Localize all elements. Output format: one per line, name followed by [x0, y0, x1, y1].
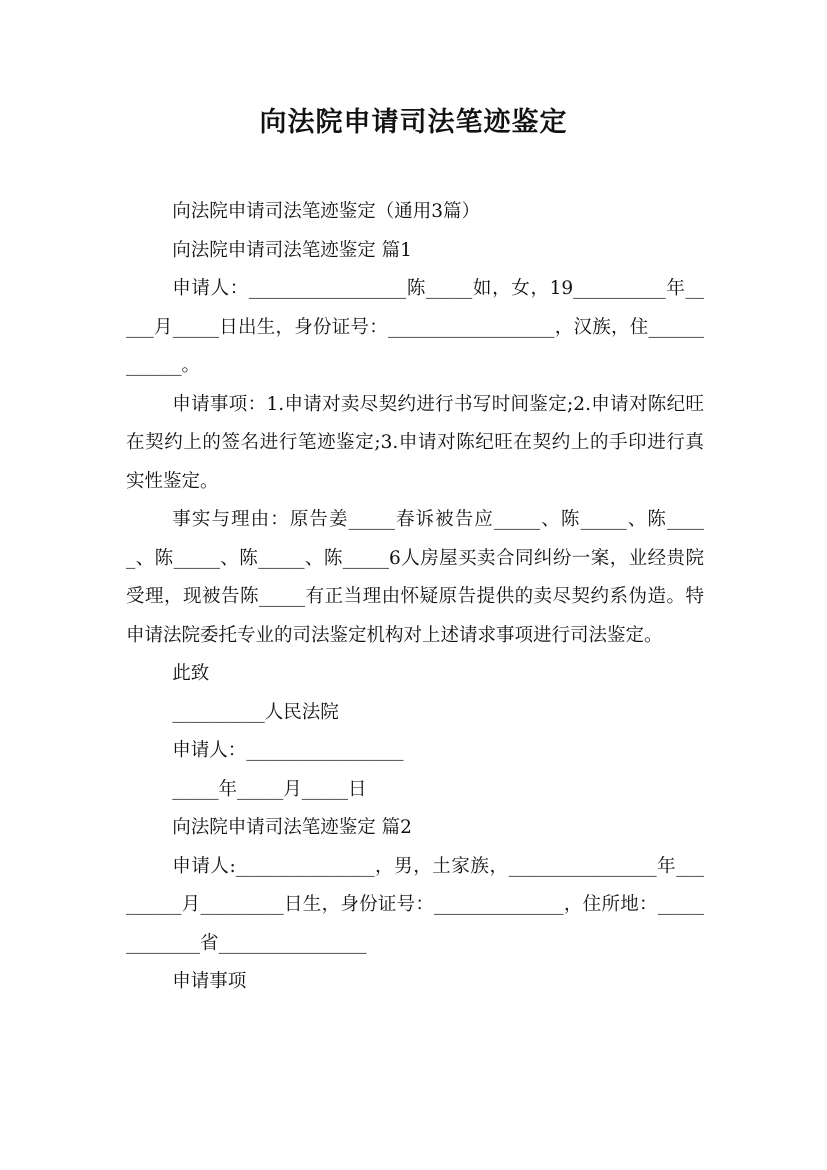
applicant-signature-line: 申请人：_________________ — [172, 740, 404, 761]
court-name-line: __________人民法院 — [172, 701, 339, 723]
document-subtitle: 向法院申请司法笔迹鉴定（通用3篇） — [172, 201, 481, 222]
facts-reasons-paragraph: 事实与理由：原告姜_____春诉被告应_____、陈_____、陈_____、陈_____、陈_____、陈_____6人房屋买卖合同纠纷一案，业经贵院受理，现被告陈_____有正当理由怀疑原告提供的卖尽契约系伪造。特申请法院委托专业的司法鉴定机构对上述请求事项进行司法鉴定。 — [126, 509, 704, 646]
salutation: 此致 — [172, 663, 210, 684]
document-title: 向法院申请司法笔迹鉴定 — [259, 107, 568, 138]
application-items-paragraph: 申请事项：1.申请对卖尽契约进行书写时间鉴定;2.申请对陈纪旺在契约上的签名进行笔迹鉴定;3.申请对陈纪旺在契约上的手印进行真实性鉴定。 — [126, 393, 704, 492]
applicant-info-paragraph-2: 申请人:_______________，男，土家族，________________年_________月_________日生，身份证号：______________，住所地：_____________省________________ — [126, 855, 704, 954]
document-body — [126, 193, 704, 1002]
application-items-heading-2: 申请事项 — [172, 971, 247, 992]
applicant-info-paragraph: 申请人：_________________陈_____如，女，19__________年_____月_____日出生，身份证号：__________________，汉族，住____________。 — [126, 278, 704, 376]
section-heading-1: 向法院申请司法笔迹鉴定 篇1 — [172, 239, 412, 261]
section-heading-2: 向法院申请司法笔迹鉴定 篇2 — [172, 817, 412, 838]
date-line: _____年_____月_____日 — [172, 778, 367, 800]
